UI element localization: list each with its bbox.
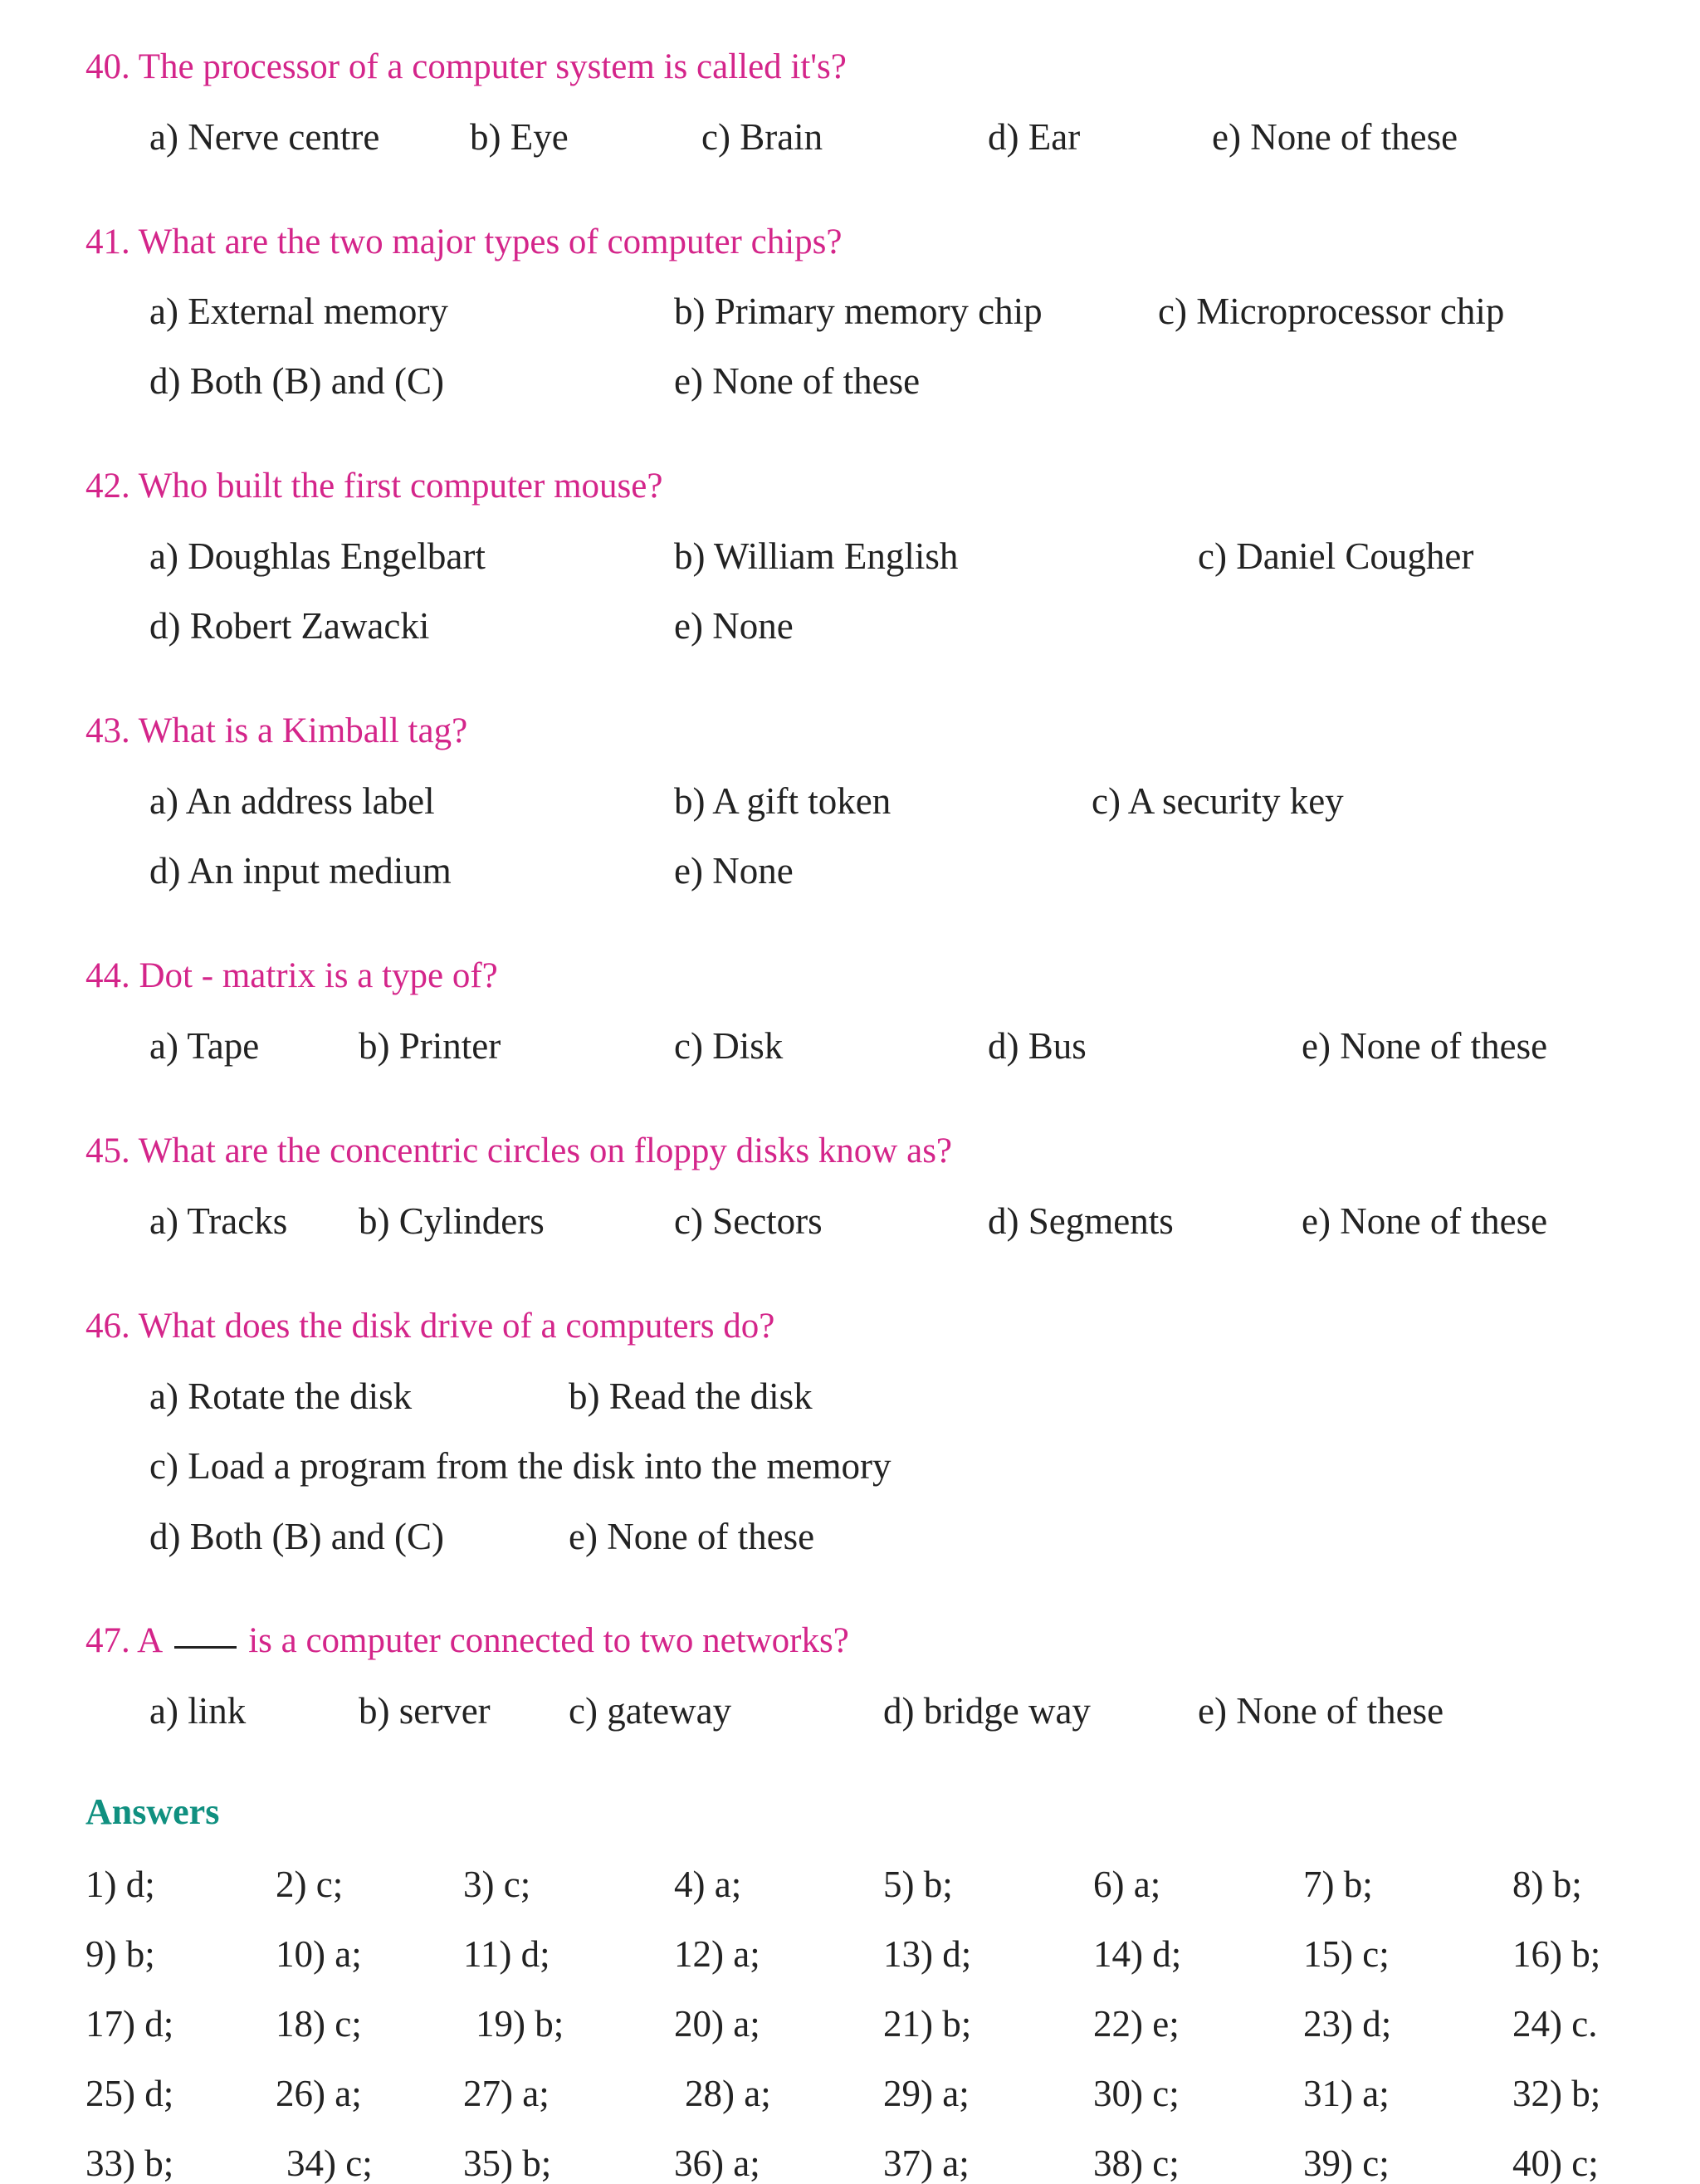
question-title: 46. What does the disk drive of a computers do? — [85, 1307, 775, 1346]
answer-key-item: 18) c; — [276, 2003, 362, 2045]
answer-key-item: 32) b; — [1512, 2073, 1601, 2114]
question-title: 42. Who built the first computer mouse? — [85, 467, 663, 506]
question-title-start: 47. A — [85, 1621, 164, 1660]
option: b) Eye — [470, 116, 569, 158]
answer-key-item: 35) b; — [463, 2142, 552, 2184]
option: a) Doughlas Engelbart — [149, 535, 486, 577]
option: e) None — [674, 850, 794, 892]
option: e) None of these — [569, 1516, 815, 1557]
answer-key-item: 23) d; — [1303, 2003, 1392, 2045]
answer-key-item: 38) c; — [1093, 2142, 1180, 2184]
option: a) Tracks — [149, 1200, 288, 1242]
option: c) Microprocessor chip — [1158, 291, 1505, 332]
answer-key-item: 24) c. — [1512, 2003, 1598, 2045]
answer-key-item: 39) c; — [1303, 2142, 1390, 2184]
option: a) External memory — [149, 291, 448, 332]
answer-key-item: 31) a; — [1303, 2073, 1390, 2114]
answer-key-item: 10) a; — [276, 1933, 362, 1975]
option: c) gateway — [569, 1690, 732, 1732]
answer-key-item: 37) a; — [883, 2142, 970, 2184]
answer-key-item: 34) c; — [286, 2142, 373, 2184]
question-title: 44. Dot - matrix is a type of? — [85, 956, 498, 995]
question-title: 41. What are the two major types of computer chips? — [85, 222, 843, 261]
option: b) Read the disk — [569, 1375, 813, 1417]
option: d) Bus — [988, 1025, 1087, 1067]
option: e) None — [674, 605, 794, 647]
question-title: 45. What are the concentric circles on floppy disks know as? — [85, 1131, 953, 1170]
answer-key-item: 36) a; — [674, 2142, 760, 2184]
option: c) Daniel Cougher — [1198, 535, 1474, 577]
answer-key-item: 8) b; — [1512, 1864, 1582, 1905]
option: c) Sectors — [674, 1200, 823, 1242]
answer-key-item: 3) c; — [463, 1864, 531, 1905]
answer-key-item: 17) d; — [85, 2003, 174, 2045]
answer-key-item: 26) a; — [276, 2073, 362, 2114]
answer-key-item: 9) b; — [85, 1933, 155, 1975]
answer-key-item: 2) c; — [276, 1864, 344, 1905]
question-title-end: is a computer connected to two networks? — [248, 1621, 849, 1660]
answer-key-item: 29) a; — [883, 2073, 970, 2114]
question-title — [85, 1623, 849, 1659]
answer-key-item: 40) c; — [1512, 2142, 1599, 2184]
option: b) Printer — [359, 1025, 501, 1067]
answer-key-item: 1) d; — [85, 1864, 155, 1905]
answer-key-item: 25) d; — [85, 2073, 174, 2114]
option: e) None of these — [1302, 1025, 1548, 1067]
option: d) Ear — [988, 116, 1081, 158]
answer-key-item: 11) d; — [463, 1933, 550, 1975]
answer-key-item: 16) b; — [1512, 1933, 1601, 1975]
option: d) Segments — [988, 1200, 1174, 1242]
option: d) bridge way — [883, 1690, 1091, 1732]
answer-key-item: 21) b; — [883, 2003, 972, 2045]
answer-key-item: 20) a; — [674, 2003, 760, 2045]
option: d) An input medium — [149, 850, 452, 892]
answer-key-item: 30) c; — [1093, 2073, 1180, 2114]
answer-key-item: 5) b; — [883, 1864, 953, 1905]
option: b) Primary memory chip — [674, 291, 1043, 332]
answer-key-item: 33) b; — [85, 2142, 174, 2184]
answer-key-item: 27) a; — [463, 2073, 550, 2114]
option: e) None of these — [1198, 1690, 1444, 1732]
option: a) An address label — [149, 780, 435, 822]
option: b) server — [359, 1690, 491, 1732]
answers-heading: Answers — [85, 1791, 220, 1832]
option: a) Tape — [149, 1025, 260, 1067]
question-title: 43. What is a Kimball tag? — [85, 711, 468, 750]
option: e) None of these — [674, 360, 921, 402]
option: d) Both (B) and (C) — [149, 1516, 444, 1557]
option: e) None of these — [1302, 1200, 1548, 1242]
answer-key-item: 12) a; — [674, 1933, 760, 1975]
answer-key-item: 13) d; — [883, 1933, 972, 1975]
answer-key-item: 22) e; — [1093, 2003, 1180, 2045]
answer-key-item: 28) a; — [685, 2073, 771, 2114]
answer-key-item: 7) b; — [1303, 1864, 1373, 1905]
option: b) William English — [674, 535, 959, 577]
option: d) Robert Zawacki — [149, 605, 430, 647]
option: a) Rotate the disk — [149, 1375, 413, 1417]
answer-key-item: 4) a; — [674, 1864, 742, 1905]
option: e) None of these — [1212, 116, 1458, 158]
option: b) Cylinders — [359, 1200, 545, 1242]
answer-key-item: 19) b; — [476, 2003, 564, 2045]
answer-key-item: 14) d; — [1093, 1933, 1182, 1975]
option: c) Load a program from the disk into the memory — [149, 1445, 892, 1487]
option: c) Brain — [701, 116, 823, 158]
option: c) A security key — [1092, 780, 1344, 822]
answer-key-item: 15) c; — [1303, 1933, 1390, 1975]
answer-key-item: 6) a; — [1093, 1864, 1161, 1905]
option: d) Both (B) and (C) — [149, 360, 444, 402]
option: b) A gift token — [674, 780, 892, 822]
option: a) Nerve centre — [149, 116, 380, 158]
option: c) Disk — [674, 1025, 784, 1067]
fill-in-blank — [174, 1646, 237, 1649]
option: a) link — [149, 1690, 247, 1732]
question-title: 40. The processor of a computer system is called it's? — [85, 47, 847, 86]
